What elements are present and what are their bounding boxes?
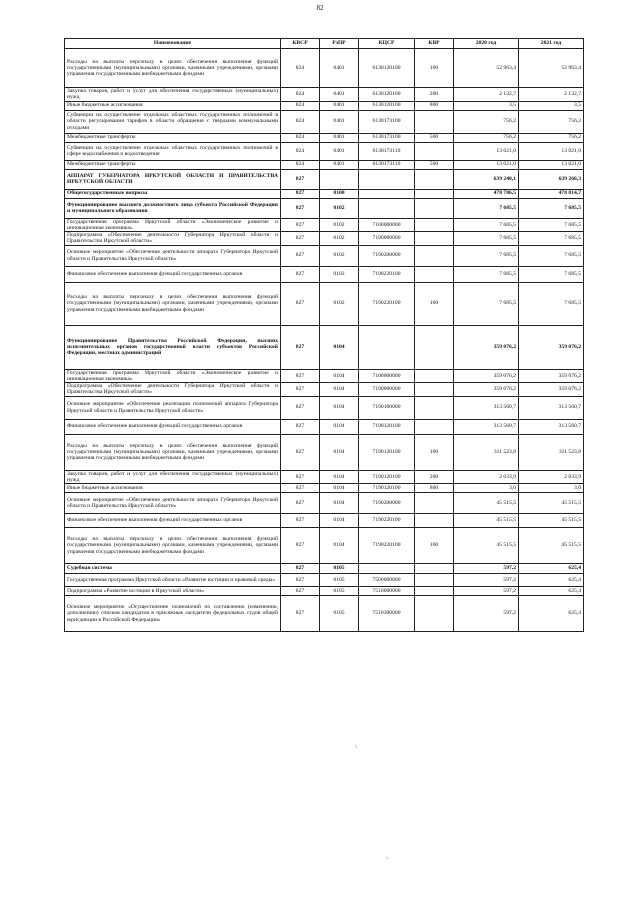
cell-rzpr: 0104 [320, 369, 359, 383]
cell-value-2021: 3,5 [519, 101, 584, 110]
cell-value-2021: 625,4 [519, 587, 584, 596]
cell-kvsr: 827 [281, 434, 320, 470]
header-kvr: КВР [415, 39, 454, 49]
cell-value-2020: 7 685,5 [454, 218, 519, 232]
cell-rzpr: 0102 [320, 198, 359, 218]
cell-value-2020: 359 076,2 [454, 325, 519, 369]
cell-kvsr: 824 [281, 110, 320, 133]
cell-value-2020: 3,5 [454, 101, 519, 110]
cell-kcsr: 7190220100 [359, 528, 415, 564]
cell-value-2021: 313 560,7 [519, 396, 584, 419]
cell-kvsr: 827 [281, 528, 320, 564]
cell-rzpr: 0104 [320, 484, 359, 493]
cell-name: Финансовое обеспечение выполнения функций государственных органов [65, 419, 281, 434]
cell-rzpr: 0401 [320, 49, 359, 88]
cell-kvsr: 827 [281, 564, 320, 574]
cell-name: Иные бюджетные ассигнования [65, 101, 281, 110]
cell-kvsr: 827 [281, 470, 320, 484]
cell-value-2020: 45 515,5 [454, 493, 519, 514]
cell-name: Субвенции на осуществление отдельных областных государственных полномочий в области регулирования тарифов в области обращения с твердыми коммунальными отходами [65, 110, 281, 133]
cell-kvsr: 827 [281, 169, 320, 189]
cell-kvr: 800 [415, 101, 454, 110]
cell-kcsr: 7190220100 [359, 266, 415, 282]
cell-value-2020: 13 021,0 [454, 142, 519, 160]
cell-value-2021: 756,2 [519, 133, 584, 142]
cell-value-2021: 2 132,7 [519, 88, 584, 102]
cell-kvsr: 827 [281, 266, 320, 282]
cell-value-2020: 45 515,5 [454, 514, 519, 528]
cell-rzpr: 0104 [320, 493, 359, 514]
cell-kcsr: 6130173110 [359, 142, 415, 160]
cell-kcsr: 7510000000 [359, 587, 415, 596]
cell-kcsr: 7190120100 [359, 419, 415, 434]
cell-kvr: 500 [415, 160, 454, 169]
cell-kcsr: 7190200000 [359, 245, 415, 266]
cell-rzpr: 0105 [320, 596, 359, 632]
cell-kvsr: 827 [281, 514, 320, 528]
cell-rzpr: 0102 [320, 282, 359, 325]
cell-kvsr: 827 [281, 369, 320, 383]
cell-kvsr: 827 [281, 484, 320, 493]
cell-name: Подпрограмма «Обеспечение деятельности Губернатора Иркутской области и Правительства Иркутской области» [65, 232, 281, 246]
cell-kvsr: 827 [281, 245, 320, 266]
cell-kcsr: 6130120100 [359, 101, 415, 110]
cell-value-2021: 3,0 [519, 484, 584, 493]
cell-rzpr: 0102 [320, 218, 359, 232]
cell-rzpr: 0105 [320, 587, 359, 596]
cell-kcsr: 6130173100 [359, 133, 415, 142]
header-kcsr: КЦСР [359, 39, 415, 49]
cell-rzpr: 0401 [320, 101, 359, 110]
cell-name: Подпрограмма «Развитие юстиции в Иркутской области» [65, 587, 281, 596]
cell-kcsr: 7190200000 [359, 493, 415, 514]
cell-kvsr: 827 [281, 218, 320, 232]
cell-name: Финансовое обеспечение выполнения функций государственных органов [65, 514, 281, 528]
cell-kcsr: 7190100000 [359, 396, 415, 419]
cell-name: Государственная программа Иркутской области «Развитие юстиции и правовой среды» [65, 574, 281, 587]
cell-value-2021: 13 021,0 [519, 142, 584, 160]
cell-value-2021: 625,4 [519, 564, 584, 574]
cell-value-2020: 7 685,5 [454, 266, 519, 282]
stray-mark [386, 857, 388, 859]
cell-rzpr: 0105 [320, 564, 359, 574]
cell-value-2021: 45 515,5 [519, 528, 584, 564]
cell-kvsr: 827 [281, 596, 320, 632]
header-name: Наименование [65, 39, 281, 49]
cell-value-2021: 359 076,2 [519, 325, 584, 369]
cell-kcsr: 7100000000 [359, 369, 415, 383]
cell-value-2020: 478 786,5 [454, 189, 519, 198]
cell-kcsr: 6130173110 [359, 160, 415, 169]
cell-name: Судебная система [65, 564, 281, 574]
cell-value-2021: 7 685,5 [519, 266, 584, 282]
cell-kvsr: 827 [281, 383, 320, 397]
cell-value-2020: 597,2 [454, 574, 519, 587]
cell-kvsr: 827 [281, 282, 320, 325]
cell-value-2020: 359 076,2 [454, 369, 519, 383]
cell-value-2021: 45 515,5 [519, 493, 584, 514]
cell-kvsr: 827 [281, 198, 320, 218]
page-number: 82 [316, 4, 324, 12]
cell-name: АППАРАТ ГУБЕРНАТОРА ИРКУТСКОЙ ОБЛАСТИ И ПРАВИТЕЛЬСТВА ИРКУТСКОЙ ОБЛАСТИ [65, 169, 281, 189]
cell-kcsr: 7100000000 [359, 218, 415, 232]
cell-value-2021: 52 963,4 [519, 49, 584, 88]
cell-value-2020: 639 240,1 [454, 169, 519, 189]
cell-kvsr: 824 [281, 133, 320, 142]
cell-value-2020: 311 523,8 [454, 434, 519, 470]
cell-value-2020: 45 515,5 [454, 528, 519, 564]
cell-name: Функционирование Правительства Российской Федерации, высших исполнительных органов государственной власти субъектов Российской Федерации, местных администраций [65, 325, 281, 369]
cell-kcsr: 7510300000 [359, 596, 415, 632]
cell-value-2021: 639 268,3 [519, 169, 584, 189]
cell-kvsr: 824 [281, 101, 320, 110]
cell-value-2020: 359 076,2 [454, 383, 519, 397]
cell-value-2021: 7 685,5 [519, 198, 584, 218]
cell-name: Межбюджетные трансферты [65, 133, 281, 142]
cell-kvr: 200 [415, 470, 454, 484]
cell-value-2021: 2 033,9 [519, 470, 584, 484]
cell-kvsr: 827 [281, 419, 320, 434]
cell-value-2020: 2 033,9 [454, 470, 519, 484]
cell-name: Иные бюджетные ассигнования [65, 484, 281, 493]
cell-rzpr: 0102 [320, 266, 359, 282]
cell-name: Расходы на выплаты персоналу в целях обеспечения выполнения функций государственными (муниципальными) органами, казенными учреждениями, органами управления государственными внебюджетными фондами [65, 434, 281, 470]
stray-mark [355, 745, 357, 748]
cell-kvr: 800 [415, 484, 454, 493]
cell-name: Расходы на выплаты персоналу в целях обеспечения выполнения функций государственными (муниципальными) органами, казенными учреждениями, органами управления государственными внебюджетными фондами [65, 528, 281, 564]
cell-value-2021: 7 685,5 [519, 232, 584, 246]
cell-name: Общегосударственные вопросы [65, 189, 281, 198]
cell-value-2020: 7 685,5 [454, 245, 519, 266]
cell-name: Основное мероприятие «Обеспечение реализации полномочий аппарата Губернатора Иркутской области и Правительства Иркутской области» [65, 396, 281, 419]
cell-value-2021: 359 076,2 [519, 369, 584, 383]
cell-value-2020: 597,2 [454, 596, 519, 632]
cell-kcsr: 7500000000 [359, 574, 415, 587]
cell-kcsr: 7190000000 [359, 232, 415, 246]
cell-value-2020: 7 685,5 [454, 198, 519, 218]
cell-value-2021: 13 021,0 [519, 160, 584, 169]
cell-rzpr: 0104 [320, 396, 359, 419]
cell-kvr: 500 [415, 133, 454, 142]
cell-rzpr: 0401 [320, 110, 359, 133]
cell-name: Расходы на выплаты персоналу в целях обеспечения выполнения функций государственными (муниципальными) органами, казенными учреждениями, органами управления государственными внебюджетными фондами [65, 49, 281, 88]
cell-rzpr: 0105 [320, 574, 359, 587]
cell-value-2020: 313 560,7 [454, 396, 519, 419]
cell-rzpr: 0104 [320, 383, 359, 397]
cell-rzpr: 0102 [320, 232, 359, 246]
cell-kvsr: 824 [281, 142, 320, 160]
cell-kcsr: 6130120100 [359, 88, 415, 102]
cell-value-2021: 625,4 [519, 574, 584, 587]
cell-kvr: 100 [415, 49, 454, 88]
cell-value-2020: 597,2 [454, 564, 519, 574]
cell-name: Основное мероприятие «Осуществление полномочий по составлению (изменению, дополнению) списков кандидатов в присяжные заседатели федеральных судов общей юрисдикции в Российской Федерации» [65, 596, 281, 632]
cell-value-2020: 7 685,5 [454, 282, 519, 325]
cell-kcsr: 7190120100 [359, 434, 415, 470]
cell-value-2021: 625,4 [519, 596, 584, 632]
cell-name: Закупка товаров, работ и услуг для обеспечения государственных (муниципальных) нужд [65, 470, 281, 484]
cell-kvsr: 824 [281, 160, 320, 169]
cell-kvr: 100 [415, 528, 454, 564]
cell-name: Межбюджетные трансферты [65, 160, 281, 169]
cell-kcsr: 7190220100 [359, 282, 415, 325]
cell-rzpr: 0401 [320, 133, 359, 142]
cell-value-2021: 478 814,7 [519, 189, 584, 198]
cell-name: Основное мероприятие «Обеспечение деятельности аппарата Губернатора Иркутской области и Правительства Иркутской области» [65, 493, 281, 514]
cell-value-2021: 359 076,2 [519, 383, 584, 397]
cell-rzpr: 0104 [320, 419, 359, 434]
cell-kvsr: 827 [281, 325, 320, 369]
cell-rzpr: 0401 [320, 142, 359, 160]
cell-value-2020: 313 560,7 [454, 419, 519, 434]
cell-value-2020: 13 021,0 [454, 160, 519, 169]
cell-kvsr: 827 [281, 587, 320, 596]
cell-kvr: 100 [415, 282, 454, 325]
cell-kvsr: 824 [281, 88, 320, 102]
cell-kcsr: 7190120100 [359, 470, 415, 484]
cell-value-2020: 52 963,4 [454, 49, 519, 88]
cell-value-2021: 45 515,5 [519, 514, 584, 528]
cell-rzpr: 0401 [320, 160, 359, 169]
cell-name: Закупка товаров, работ и услуг для обеспечения государственных (муниципальных) нужд [65, 88, 281, 102]
header-2020: 2020 год [454, 39, 519, 49]
cell-rzpr: 0104 [320, 514, 359, 528]
cell-kcsr: 7190000000 [359, 383, 415, 397]
cell-value-2021: 756,2 [519, 110, 584, 133]
cell-kvsr: 824 [281, 49, 320, 88]
cell-name: Функционирование высшего должностного лица субъекта Российской Федерации и муниципального образования [65, 198, 281, 218]
cell-rzpr: 0102 [320, 245, 359, 266]
cell-name: Расходы на выплаты персоналу в целях обеспечения выполнения функций государственными (муниципальными) органами, казенными учреждениями, органами управления государственными внебюджетными фондами [65, 282, 281, 325]
cell-rzpr: 0104 [320, 528, 359, 564]
cell-name: Субвенции на осуществление отдельных областных государственных полномочий в сфере водоснабжения и водоотведения [65, 142, 281, 160]
cell-name: Финансовое обеспечение выполнения функций государственных органов [65, 266, 281, 282]
cell-value-2021: 313 560,7 [519, 419, 584, 434]
cell-rzpr: 0401 [320, 88, 359, 102]
cell-value-2021: 7 685,5 [519, 218, 584, 232]
cell-rzpr: 0104 [320, 434, 359, 470]
cell-rzpr: 0100 [320, 189, 359, 198]
cell-value-2020: 2 132,7 [454, 88, 519, 102]
cell-kvsr: 827 [281, 574, 320, 587]
cell-name: Подпрограмма «Обеспечение деятельности Губернатора Иркутской области и Правительства Иркутской области» [65, 383, 281, 397]
cell-rzpr: 0104 [320, 470, 359, 484]
cell-kvsr: 827 [281, 189, 320, 198]
cell-kvr: 100 [415, 434, 454, 470]
cell-kvr: 200 [415, 88, 454, 102]
cell-name: Основное мероприятие «Обеспечение деятельности аппарата Губернатора Иркутской области и Правительства Иркутской области» [65, 245, 281, 266]
cell-kcsr: 6130120100 [359, 49, 415, 88]
cell-value-2020: 3,0 [454, 484, 519, 493]
cell-rzpr: 0104 [320, 325, 359, 369]
cell-value-2020: 756,2 [454, 133, 519, 142]
cell-value-2020: 7 685,5 [454, 232, 519, 246]
cell-value-2020: 597,2 [454, 587, 519, 596]
cell-value-2021: 311 523,8 [519, 434, 584, 470]
cell-value-2020: 756,2 [454, 110, 519, 133]
cell-kvsr: 827 [281, 396, 320, 419]
cell-value-2021: 7 685,5 [519, 282, 584, 325]
header-kvsr: КВСР [281, 39, 320, 49]
cell-name: Государственная программа Иркутской области «Экономическое развитие и инновационная экономика» [65, 218, 281, 232]
header-2021: 2021 год [519, 39, 584, 49]
cell-kcsr: 6130173100 [359, 110, 415, 133]
cell-kvsr: 827 [281, 232, 320, 246]
cell-kvsr: 827 [281, 493, 320, 514]
cell-value-2021: 7 685,5 [519, 245, 584, 266]
cell-kcsr: 7190120100 [359, 484, 415, 493]
cell-name: Государственная программа Иркутской области «Экономическое развитие и инновационная экономика» [65, 369, 281, 383]
header-rzpr: РзПР [320, 39, 359, 49]
cell-kcsr: 7190220100 [359, 514, 415, 528]
